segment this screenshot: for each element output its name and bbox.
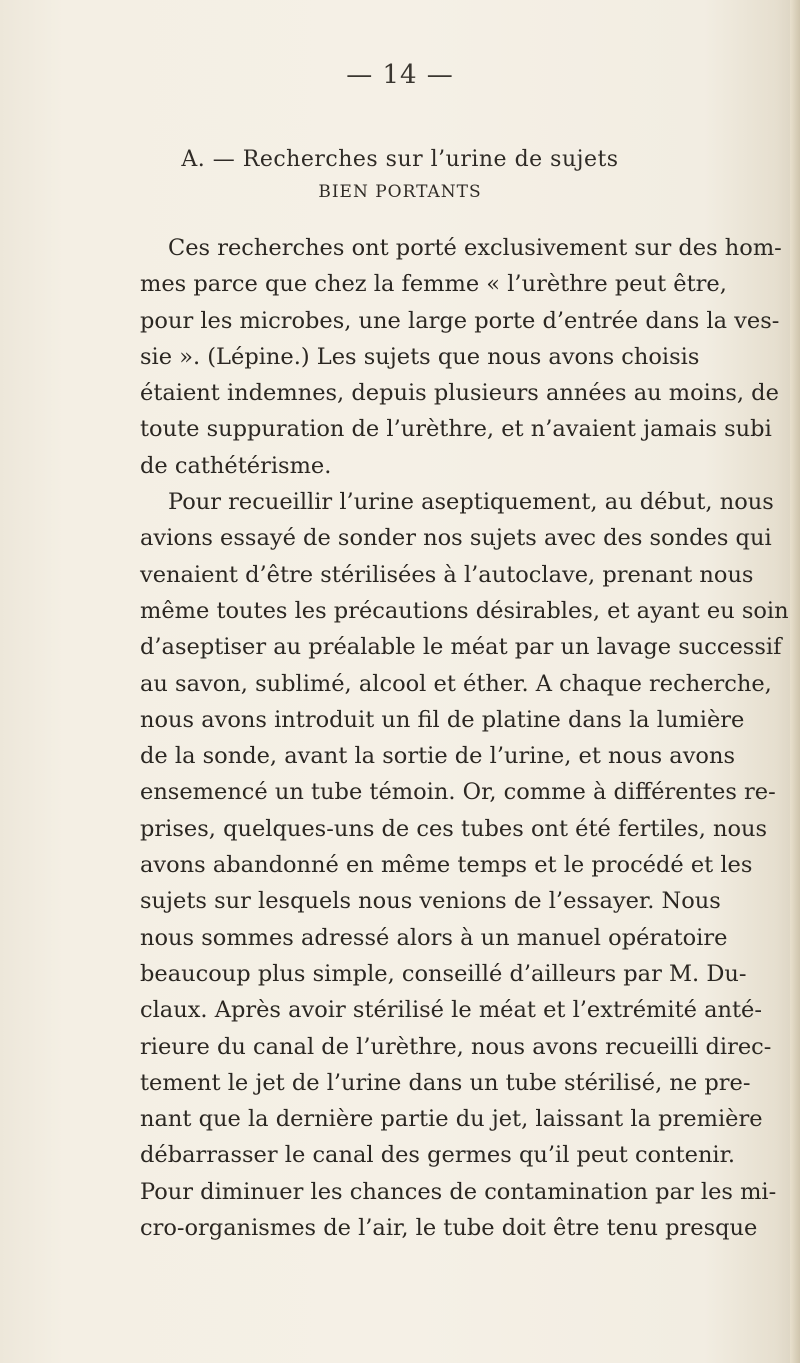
- text-line: débarrasser le canal des germes qu’il peut contenir.: [140, 1142, 736, 1169]
- text-line: de la sonde, avant la sortie de l’urine, et nous avons: [140, 743, 735, 770]
- section-heading-line-2: BIEN PORTANTS: [318, 182, 482, 202]
- text-line: nous avons introduit un fil de platine dans la lumière: [140, 706, 745, 733]
- text-line: Pour recueillir l’urine aseptiquement, au début, nous: [168, 489, 774, 516]
- text-line: venaient d’être stérilisées à l’autoclave, prenant nous: [140, 561, 754, 588]
- text-line: étaient indemnes, depuis plusieurs années au moins, de: [140, 380, 779, 407]
- text-line: nous sommes adressé alors à un manuel opératoire: [140, 924, 728, 951]
- page-number: — 14 —: [346, 60, 454, 90]
- text-line: prises, quelques-uns de ces tubes ont été fertiles, nous: [140, 815, 768, 842]
- body-text: [140, 230, 789, 1246]
- text-line: au savon, sublimé, alcool et éther. A chaque recherche,: [140, 670, 772, 697]
- text-line: beaucoup plus simple, conseillé d’ailleurs par M. Du-: [140, 960, 747, 987]
- text-line: Ces recherches ont porté exclusivement sur des hom-: [168, 235, 782, 261]
- text-line: claux. Après avoir stérilisé le méat et l’extrémité anté-: [140, 997, 762, 1024]
- text-line: tement le jet de l’urine dans un tube stérilisé, ne pre-: [140, 1069, 751, 1096]
- text-line: avions essayé de sonder nos sujets avec des sondes qui: [140, 525, 772, 552]
- text-line: d’aseptiser au préalable le méat par un lavage successif: [140, 634, 782, 661]
- section-heading: [0, 146, 800, 206]
- text-line: même toutes les précautions désirables, et ayant eu soin: [140, 597, 789, 624]
- text-line: rieure du canal de l’urèthre, nous avons recueilli direc-: [140, 1033, 772, 1060]
- text-line: Pour diminuer les chances de contamination par les mi-: [140, 1178, 777, 1205]
- text-line: toute suppuration de l’urèthre, et n’avaient jamais subi: [140, 416, 772, 443]
- text-line: pour les microbes, une large porte d’entrée dans la ves-: [140, 307, 780, 334]
- section-heading-line-1: A. — Recherches sur l’urine de sujets: [181, 147, 619, 172]
- text-line: de cathétérisme.: [140, 452, 332, 479]
- text-line: mes parce que chez la femme « l’urèthre peut être,: [140, 271, 727, 298]
- text-line: avons abandonné en même temps et le procédé et les: [140, 852, 753, 879]
- text-line: ensemencé un tube témoin. Or, comme à différentes re-: [140, 779, 776, 806]
- text-line: sie ». (Lépine.) Les sujets que nous avons choisis: [140, 343, 700, 370]
- text-line: nant que la dernière partie du jet, laissant la première: [140, 1106, 763, 1133]
- text-line: sujets sur lesquels nous venions de l’essayer. Nous: [140, 888, 721, 915]
- text-line: cro-organismes de l’air, le tube doit être tenu presque: [140, 1215, 758, 1242]
